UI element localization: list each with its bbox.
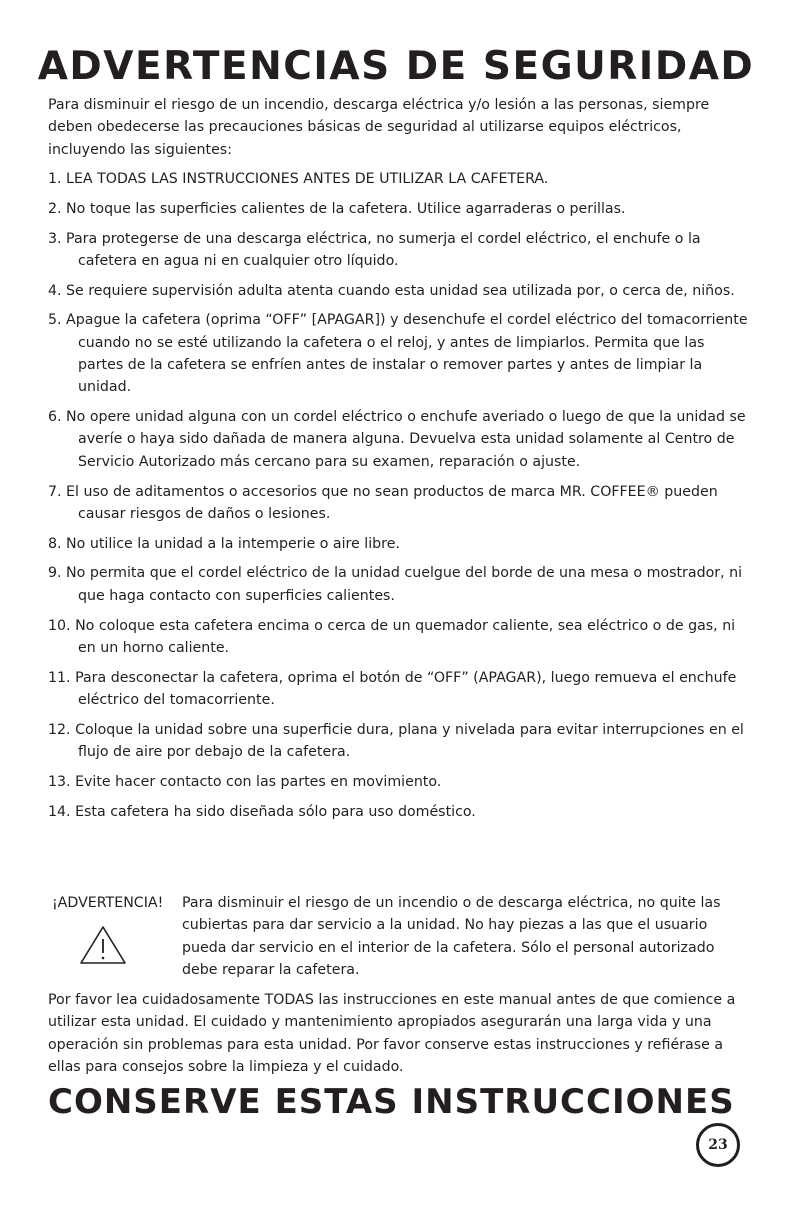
- footer-title: CONSERVE ESTAS INSTRUCCIONES: [48, 1082, 735, 1122]
- closing-paragraph: Por favor lea cuidadosamente TODAS las instrucciones en este manual antes de que comience a utilizar esta unidad. El cuidado y mantenimiento apropiados asegurarán una larga vida y una operación sin problemas para esta unidad. Por favor conserve estas instrucciones y refiérase a ellas para consejos sobre la limpieza y el cuidado.: [48, 992, 736, 1075]
- warning-triangle-icon: [78, 924, 128, 966]
- list-item: 1. LEA TODAS LAS INSTRUCCIONES ANTES DE UTILIZAR LA CAFETERA.: [48, 171, 549, 187]
- warning-label: ¡ADVERTENCIA!: [52, 895, 164, 911]
- list-item: 7. El uso de aditamentos o accesorios que no sean productos de marca MR. COFFEE® pueden causar riesgos de daños o lesiones.: [48, 483, 718, 522]
- safety-list: [48, 168, 748, 830]
- list-item: 13. Evite hacer contacto con las partes en movimiento.: [48, 773, 442, 790]
- intro-paragraph: Para disminuir el riesgo de un incendio, descarga eléctrica y/o lesión a las personas, siempre deben obedecerse las precauciones básicas de seguridad al utilizarse equipos eléctricos, incluyendo las siguientes:: [48, 97, 710, 158]
- list-item: 2. No toque las superficies calientes de la cafetera. Utilice agarraderas o perillas.: [48, 200, 626, 217]
- list-item: 14. Esta cafetera ha sido diseñada sólo para uso doméstico.: [48, 803, 476, 820]
- list-item: 10. No coloque esta cafetera encima o cerca de un quemador caliente, sea eléctrico o de gas, ni en un horno caliente.: [48, 617, 736, 656]
- list-item: 8. No utilice la unidad a la intemperie o aire libre.: [48, 535, 400, 552]
- list-item: 12. Coloque la unidad sobre una superficie dura, plana y nivelada para evitar interrupciones en el flujo de aire por debajo de la cafetera.: [48, 721, 744, 761]
- warning-text: Para disminuir el riesgo de un incendio o de descarga eléctrica, no quite las cubiertas para dar servicio a la unidad. No hay piezas a las que el usuario pueda dar servicio en el interior de la cafetera. Sólo el personal autorizado debe reparar la cafetera.: [182, 895, 721, 978]
- warning-box: [52, 892, 752, 984]
- page-title: ADVERTENCIAS DE SEGURIDAD: [37, 44, 755, 89]
- list-item: 11. Para desconectar la cafetera, oprima el botón de “OFF” (APAGAR), luego remueva el enchufe eléctrico del tomacorriente.: [48, 669, 737, 708]
- list-item: 6. No opere unidad alguna con un cordel eléctrico o enchufe averiado o luego de que la unidad se averíe o haya sido dañada de manera alguna. Devuelva esta unidad solamente al Centro de Servicio Autorizado más cercano para su examen, reparación o ajuste.: [48, 409, 746, 470]
- list-item: 5. Apague la cafetera (oprima “OFF” [APAGAR]) y desenchufe el cordel eléctrico del tomacorriente cuando no se esté utilizando la cafetera o el reloj, y antes de limpiarlos. Permita que las partes de la cafetera se enfríen antes de instalar o remover partes y antes de limpiar la unidad.: [48, 312, 748, 396]
- page-number-badge: 23: [696, 1123, 740, 1167]
- list-item: 4. Se requiere supervisión adulta atenta cuando esta unidad sea utilizada por, o cerca de, niños.: [48, 282, 735, 299]
- list-item: 9. No permita que el cordel eléctrico de la unidad cuelgue del borde de una mesa o mostrador, ni que haga contacto con superficies calientes.: [48, 565, 743, 604]
- list-item: 3. Para protegerse de una descarga eléctrica, no sumerja el cordel eléctrico, el enchufe o la cafetera en agua ni en cualquier otro líquido.: [48, 230, 701, 269]
